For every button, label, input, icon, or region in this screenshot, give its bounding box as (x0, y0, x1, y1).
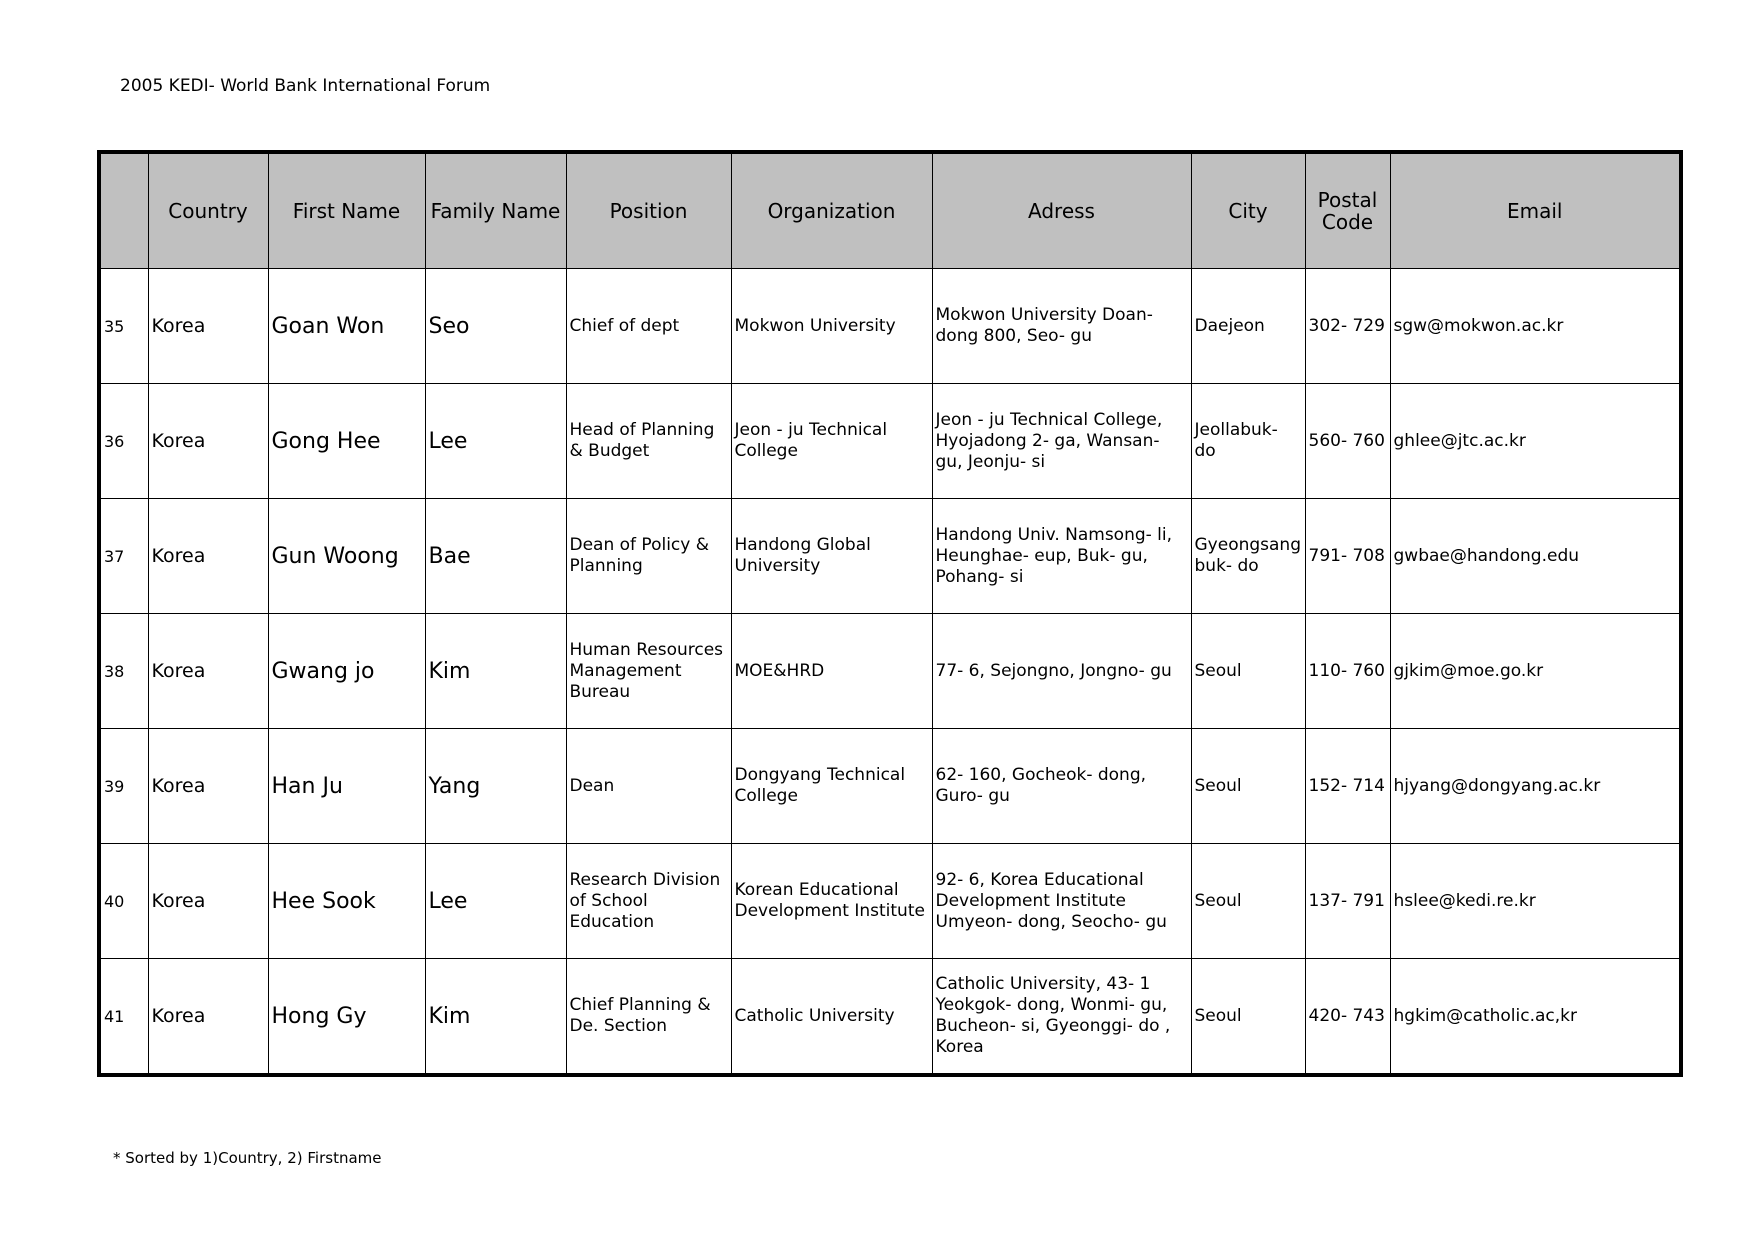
cell-address: Mokwon University Doan- dong 800, Seo- gu (932, 269, 1191, 384)
cell-city: Seoul (1191, 959, 1305, 1076)
column-header-address: Adress (932, 152, 1191, 269)
cell-position: Dean (566, 729, 731, 844)
cell-organization: Catholic University (731, 959, 932, 1076)
table-row (99, 729, 1681, 844)
cell-first-name: Gwang jo (268, 614, 425, 729)
cell-city: Jeollabuk- do (1191, 384, 1305, 499)
participant-table (97, 150, 1683, 1077)
cell-address: 62- 160, Gocheok- dong, Guro- gu (932, 729, 1191, 844)
column-header-family-name: Family Name (425, 152, 566, 269)
cell-city: Seoul (1191, 614, 1305, 729)
cell-address: Handong Univ. Namsong- li, Heunghae- eup, Buk- gu, Pohang- si (932, 499, 1191, 614)
column-header-first-name: First Name (268, 152, 425, 269)
cell-email: ghlee@jtc.ac.kr (1390, 384, 1681, 499)
cell-organization: Handong Global University (731, 499, 932, 614)
table-row (99, 614, 1681, 729)
column-header-email: Email (1390, 152, 1681, 269)
cell-postal-code: 137- 791 (1305, 844, 1390, 959)
column-header-index (99, 152, 148, 269)
cell-position: Head of Planning & Budget (566, 384, 731, 499)
cell-postal-code: 420- 743 (1305, 959, 1390, 1076)
column-header-city: City (1191, 152, 1305, 269)
cell-postal-code: 791- 708 (1305, 499, 1390, 614)
cell-family-name: Kim (425, 614, 566, 729)
cell-country: Korea (148, 729, 268, 844)
cell-city: Daejeon (1191, 269, 1305, 384)
cell-country: Korea (148, 499, 268, 614)
table-header-row (99, 152, 1681, 269)
cell-first-name: Hong Gy (268, 959, 425, 1076)
cell-email: hjyang@dongyang.ac.kr (1390, 729, 1681, 844)
cell-country: Korea (148, 384, 268, 499)
cell-position: Chief of dept (566, 269, 731, 384)
cell-family-name: Yang (425, 729, 566, 844)
column-header-organization: Organization (731, 152, 932, 269)
cell-organization: Mokwon University (731, 269, 932, 384)
cell-city: Gyeongsangbuk- do (1191, 499, 1305, 614)
cell-email: sgw@mokwon.ac.kr (1390, 269, 1681, 384)
cell-postal-code: 110- 760 (1305, 614, 1390, 729)
cell-country: Korea (148, 269, 268, 384)
cell-first-name: Gun Woong (268, 499, 425, 614)
sort-footnote: * Sorted by 1)Country, 2) Firstname (113, 1149, 382, 1167)
cell-email: gwbae@handong.edu (1390, 499, 1681, 614)
cell-number: 41 (99, 959, 148, 1076)
cell-family-name: Seo (425, 269, 566, 384)
cell-position: Dean of Policy & Planning (566, 499, 731, 614)
cell-address: 92- 6, Korea Educational Development Institute Umyeon- dong, Seocho- gu (932, 844, 1191, 959)
cell-email: gjkim@moe.go.kr (1390, 614, 1681, 729)
cell-email: hslee@kedi.re.kr (1390, 844, 1681, 959)
column-header-position: Position (566, 152, 731, 269)
table-row (99, 959, 1681, 1076)
cell-country: Korea (148, 614, 268, 729)
cell-position: Chief Planning & De. Section (566, 959, 731, 1076)
cell-number: 35 (99, 269, 148, 384)
cell-position: Human Resources Management Bureau (566, 614, 731, 729)
cell-family-name: Bae (425, 499, 566, 614)
cell-address: Catholic University, 43- 1 Yeokgok- dong, Wonmi- gu, Bucheon- si, Gyeonggi- do , Korea (932, 959, 1191, 1076)
cell-number: 37 (99, 499, 148, 614)
cell-email: hgkim@catholic.ac,kr (1390, 959, 1681, 1076)
cell-first-name: Han Ju (268, 729, 425, 844)
cell-country: Korea (148, 844, 268, 959)
cell-city: Seoul (1191, 844, 1305, 959)
cell-number: 39 (99, 729, 148, 844)
cell-family-name: Kim (425, 959, 566, 1076)
cell-organization: Dongyang Technical College (731, 729, 932, 844)
column-header-country: Country (148, 152, 268, 269)
cell-postal-code: 302- 729 (1305, 269, 1390, 384)
cell-first-name: Hee Sook (268, 844, 425, 959)
table-row (99, 844, 1681, 959)
column-header-postal-code: Postal Code (1305, 152, 1390, 269)
cell-first-name: Goan Won (268, 269, 425, 384)
cell-number: 36 (99, 384, 148, 499)
cell-first-name: Gong Hee (268, 384, 425, 499)
cell-address: 77- 6, Sejongno, Jongno- gu (932, 614, 1191, 729)
cell-family-name: Lee (425, 844, 566, 959)
cell-country: Korea (148, 959, 268, 1076)
cell-number: 38 (99, 614, 148, 729)
cell-position: Research Division of School Education (566, 844, 731, 959)
page-header: 2005 KEDI- World Bank International Forum (120, 76, 491, 96)
cell-number: 40 (99, 844, 148, 959)
table-row (99, 269, 1681, 384)
cell-organization: Jeon - ju Technical College (731, 384, 932, 499)
table-row (99, 384, 1681, 499)
cell-family-name: Lee (425, 384, 566, 499)
cell-postal-code: 560- 760 (1305, 384, 1390, 499)
cell-city: Seoul (1191, 729, 1305, 844)
cell-organization: MOE&HRD (731, 614, 932, 729)
cell-address: Jeon - ju Technical College, Hyojadong 2- ga, Wansan- gu, Jeonju- si (932, 384, 1191, 499)
table-row (99, 499, 1681, 614)
cell-organization: Korean Educational Development Institute (731, 844, 932, 959)
cell-postal-code: 152- 714 (1305, 729, 1390, 844)
